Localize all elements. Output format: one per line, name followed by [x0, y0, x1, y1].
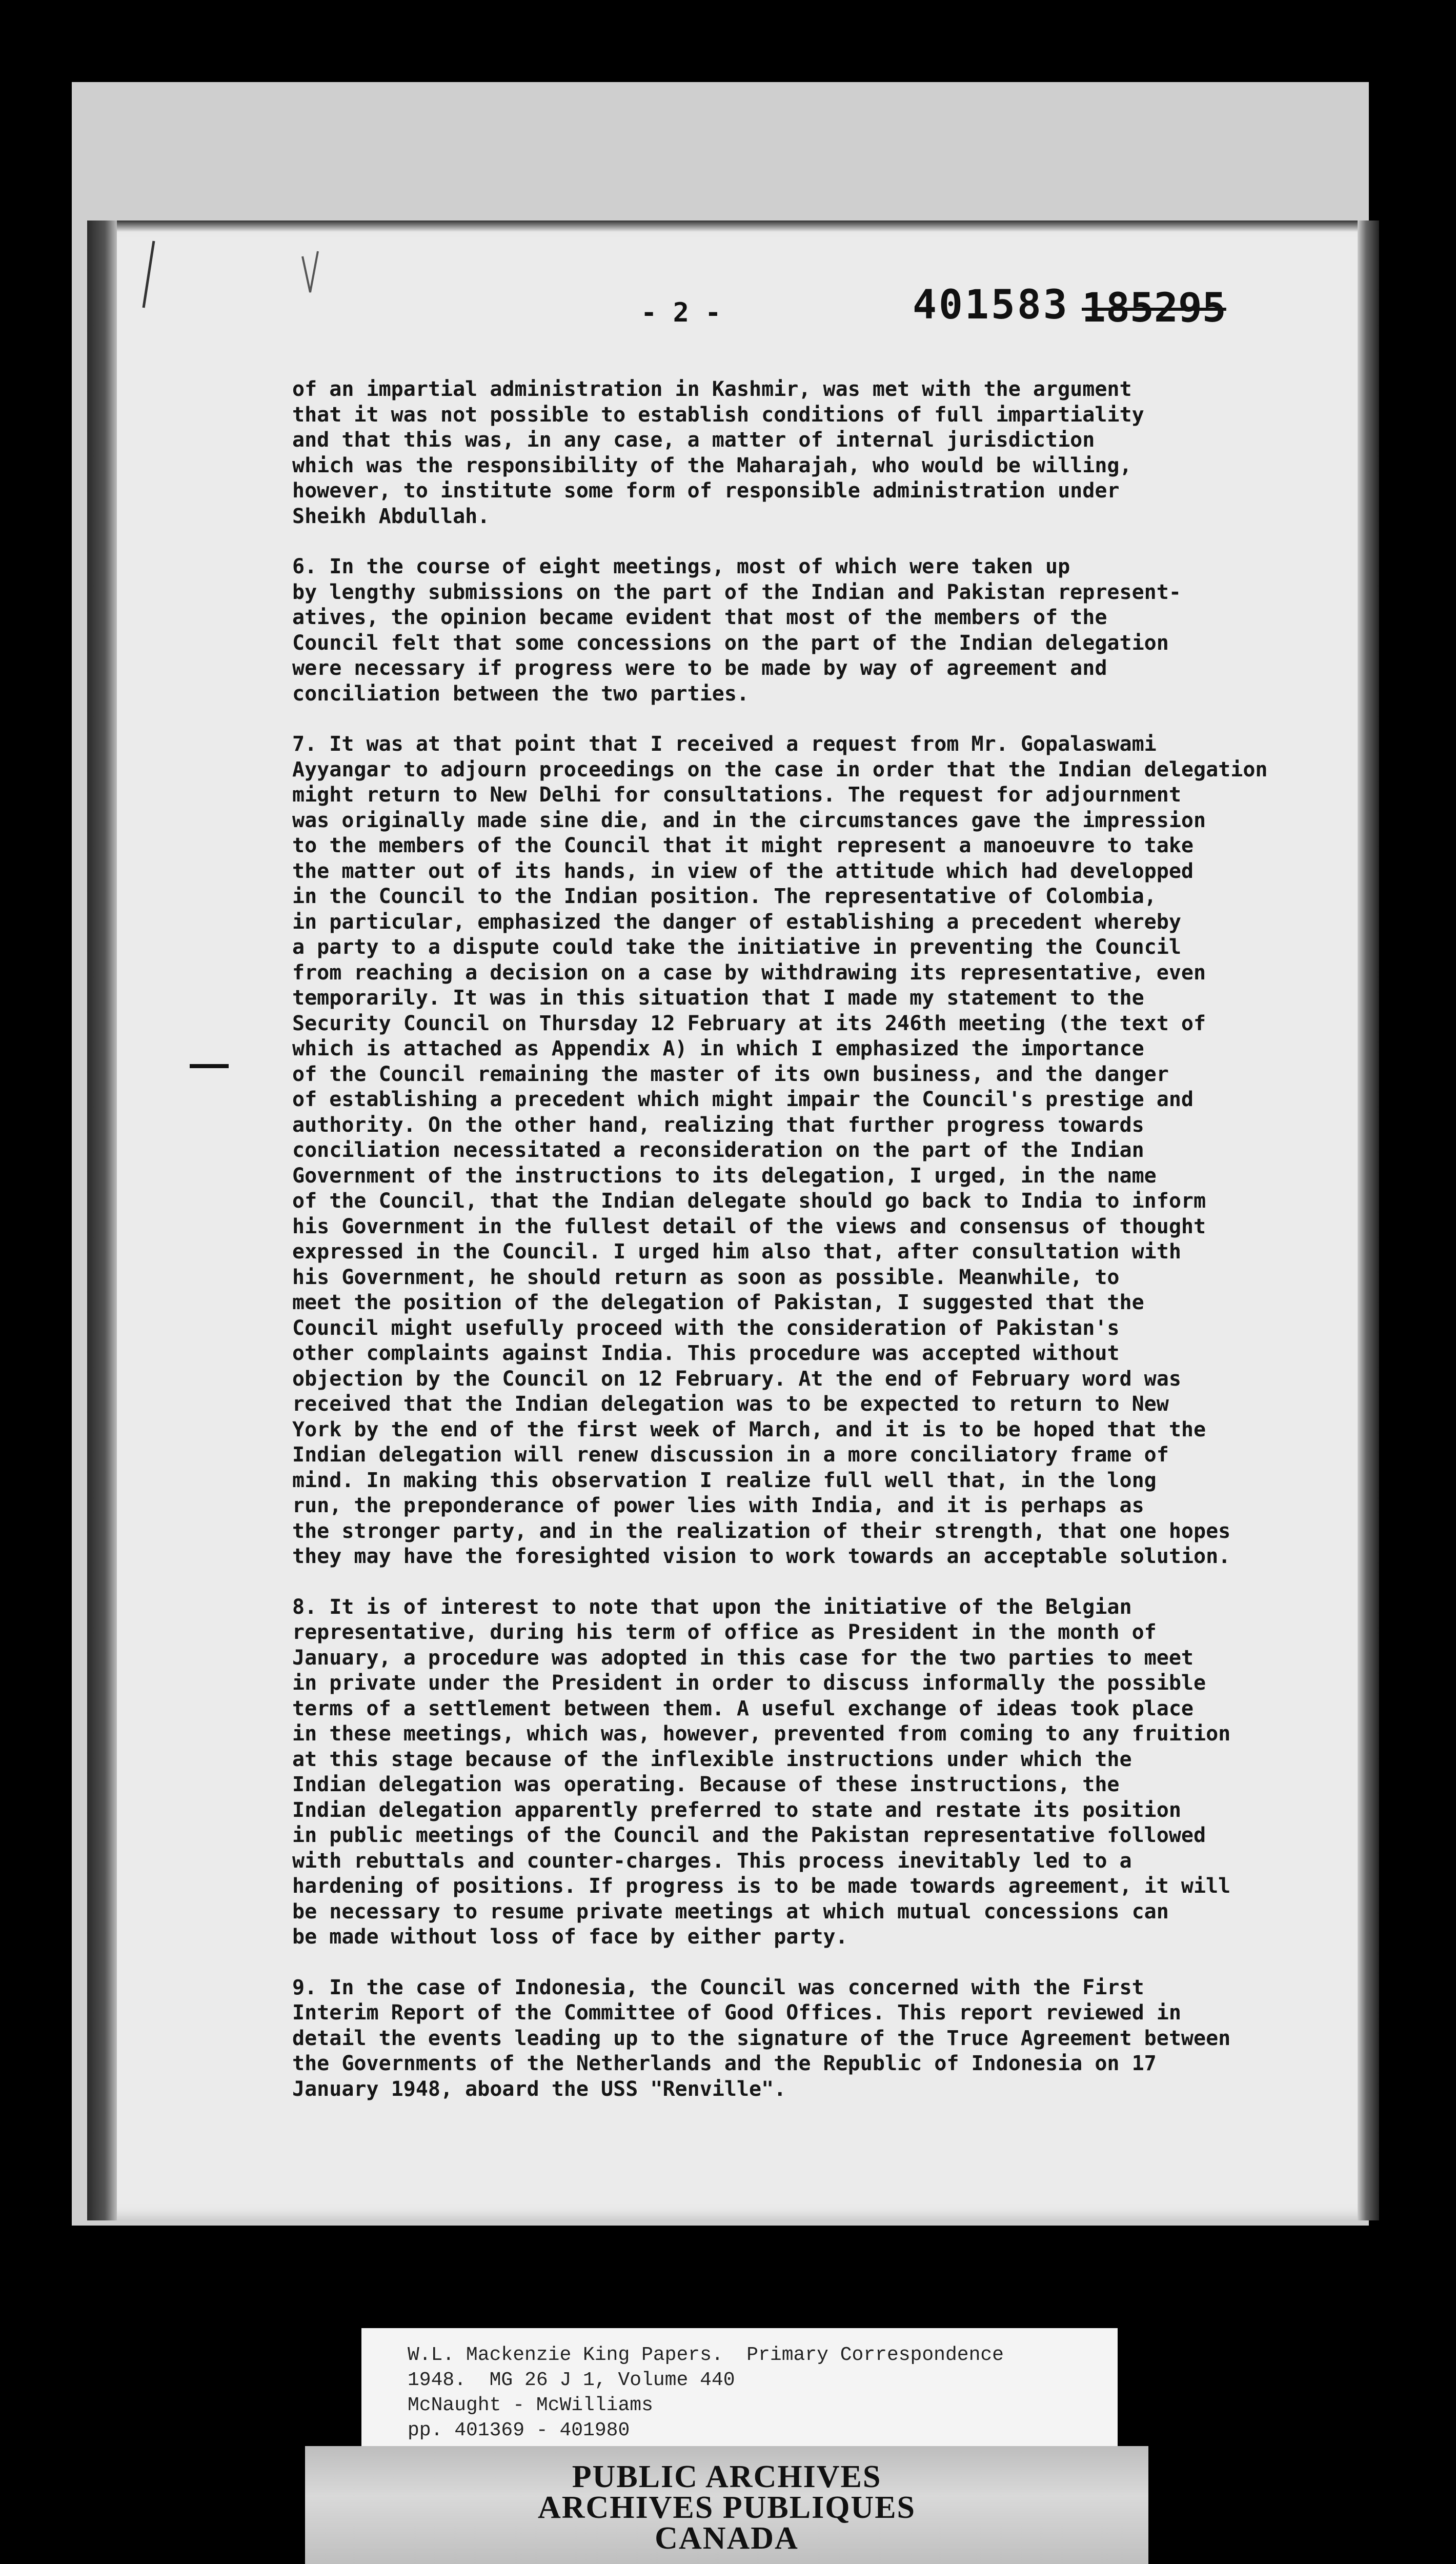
paragraph-7: 7. It was at that point that I received a request from Mr. Gopalaswami Ayyangar to adjourn proceedings on the case in order that the Indian delegation might return to New Delhi for consultations. The request for adjournment was originally made sine die, and in the circumstances gave the impression to the members of the Council that it might represent a manoeuvre to take the matter out of its hands, in view of the attitude which had developped in the Council to the Indian position. The representative of Colombia, in particular, emphasized the danger of establishing a precedent whereby a party to a dispute could take the initiative in preventing the Council from reaching a decision on a case by withdrawing its representative, even temporarily. It was in this situation that I made my statement to the Security Council on Thursday 12 February at its 246th meeting (the text of which is attached as Appendix A) in which I emphasized the importance of the Council remaining the master of its own business, and the danger of establishing a precedent which might impair the Council's prestige and authority. On the other hand, realizing that further progress towards conciliation necessitated a reconsideration on the part of the Indian Government of the instructions to its delegation, I urged, in the name of the Council, that the Indian delegate should go back to India to inform his Government in the fullest detail of the views and consensus of thought expressed in the Council. I urged him also that, after consultation with his Government, he should return as soon as possible. Meanwhile, to meet the position of the delegation of Pakistan, I suggested that the Council might usefully proceed with the consideration of Pakistan's other complaints against India. This procedure was accepted without objection by the Council on 12 February. At the end of February word was received that the Indian delegation was to be expected to return to New York by the end of the first week of March, and it is to be hoped that the Indian delegation will renew discussion in a more conciliatory frame of mind. In making this observation I realize full well that, in the long run, the preponderance of power lies with India, and it is perhaps as the stronger party, and in the realization of their strength, that one hopes they may have the foresighted vision to work towards an acceptable solution. — [292, 732, 1268, 1568]
citation-text — [408, 2342, 1004, 2443]
citation-line: McNaught - McWilliams — [408, 2394, 653, 2416]
page-left-edge — [87, 221, 117, 2220]
document-page — [87, 221, 1379, 2220]
document-body — [292, 377, 1318, 2127]
citation-line: pp. 401369 - 401980 — [408, 2419, 630, 2441]
margin-mark — [190, 1064, 229, 1068]
paragraph-6: 6. In the course of eight meetings, most of which were taken up by lengthy submissions on the part of the Indian and Pakistan represent- atives, the opinion became evident that most of the members of the Council felt that some concessions on the part of the Indian delegation were necessary if progress were to be made by way of agreement and conciliation between the two parties. — [292, 555, 1181, 706]
archive-stamp-line: ARCHIVES PUBLIQUES — [537, 2490, 916, 2525]
paragraph-9: 9. In the case of Indonesia, the Council was concerned with the First Interim Report of the Committee of Good Offices. This report reviewed in detail the events leading up to the signature of the Truce Agreement between the Governments of the Netherlands and the Republic of Indonesia on 17 January 1948, aboard the USS "Renville". — [292, 1975, 1231, 2101]
paragraph-continued: of an impartial administration in Kashmir, was met with the argument that it was not possible to establish conditions of full impartiality and that this was, in any case, a matter of internal jurisdiction which was the responsibility of the Maharajah, who would be willing, however, to institute some form of responsible administration under Sheikh Abdullah. — [292, 377, 1144, 528]
page-top-shadow — [87, 221, 1379, 232]
citation-line: W.L. Mackenzie King Papers. Primary Correspondence — [408, 2344, 1004, 2366]
archive-stamp-text — [305, 2461, 1148, 2554]
archive-citation-label — [361, 2328, 1118, 2449]
page-number: - 2 - — [641, 297, 721, 328]
page-header — [87, 282, 1379, 344]
paragraph-8: 8. It is of interest to note that upon the initiative of the Belgian representative, during his term of office as President in the month of January, a procedure was adopted in this case for the two parties to meet in private under the President in order to discuss informally the possible terms of a settlement between them. A useful exchange of ideas took place in these meetings, which was, however, prevented from coming to any fruition at this stage because of the inflexible instructions under which the Indian delegation was operating. Because of these instructions, the Indian delegation apparently preferred to state and restate its position in public meetings of the Council and the Pakistan representative followed with rebuttals and counter-charges. This process inevitably led to a hardening of positions. If progress is to be made towards agreement, it will be necessary to resume private meetings at which mutual concessions can be made without loss of face by either party. — [292, 1595, 1231, 1949]
public-archives-stamp — [305, 2446, 1148, 2564]
archive-stamp-number: 401583 — [913, 282, 1069, 328]
archive-stamp-line: PUBLIC ARCHIVES — [572, 2459, 882, 2494]
struck-old-number: 185295 — [1082, 285, 1226, 331]
page-right-edge — [1358, 221, 1379, 2220]
archive-stamp-line: CANADA — [655, 2521, 799, 2556]
citation-line: 1948. MG 26 J 1, Volume 440 — [408, 2369, 735, 2391]
